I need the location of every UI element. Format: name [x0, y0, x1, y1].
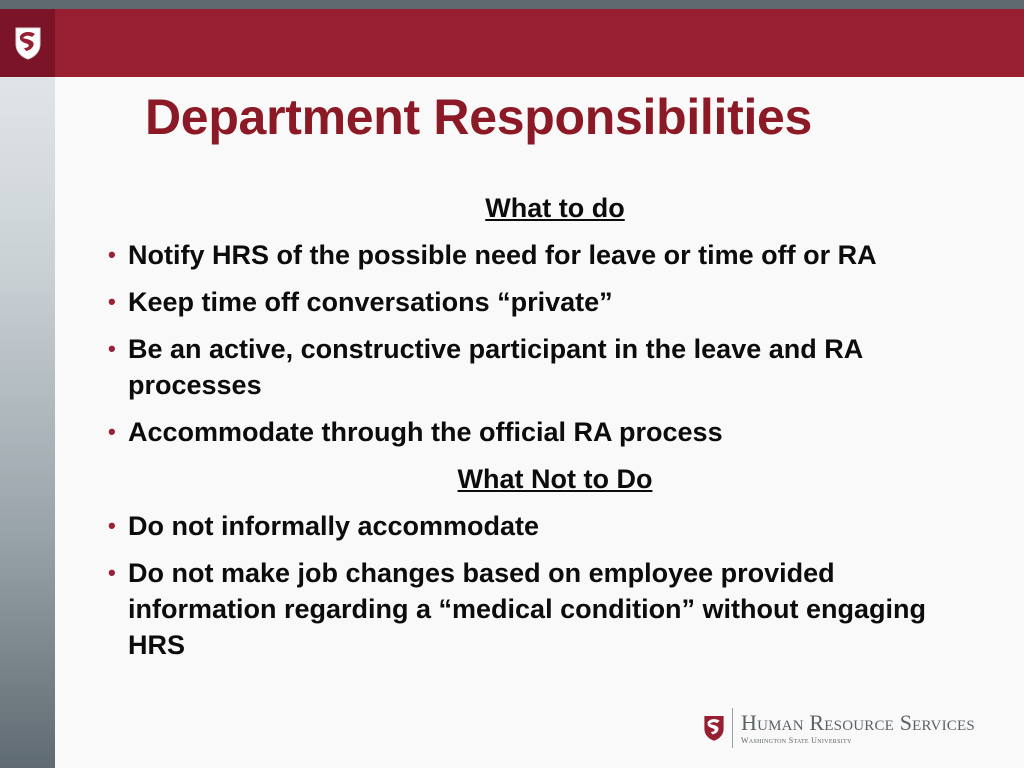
list-item [105, 508, 975, 544]
bullet-icon: • [108, 336, 116, 361]
footer-divider [732, 708, 733, 748]
left-gradient-rail [0, 9, 55, 768]
what-to-do-list [105, 237, 975, 450]
bullet-text: Notify HRS of the possible need for leave or time off or RA [128, 240, 877, 270]
header-band [55, 9, 1024, 77]
bullet-icon: • [108, 242, 116, 267]
bullet-text: Be an active, constructive participant in the leave and RA processes [128, 334, 863, 400]
slide-body [105, 190, 975, 674]
wsu-cougar-shield-icon [702, 713, 726, 743]
list-item [105, 237, 975, 273]
list-item [105, 414, 975, 450]
bullet-icon: • [108, 513, 116, 538]
bullet-icon: • [108, 560, 116, 585]
header-logo [0, 9, 55, 77]
bullet-icon: • [108, 419, 116, 444]
list-item [105, 555, 975, 663]
list-item [105, 284, 975, 320]
slide-title: Department Responsibilities [145, 89, 813, 145]
footer-text [741, 709, 975, 745]
bullet-text: Do not make job changes based on employee provided information regarding a “medical condition” without engaging HRS [128, 558, 927, 660]
bullet-text: Do not informally accommodate [128, 511, 540, 541]
footer-org-name: Human Resource Services [741, 709, 975, 735]
bullet-icon: • [108, 289, 116, 314]
footer-university: Washington State University [741, 735, 852, 745]
what-not-to-do-list [105, 508, 975, 663]
footer-logo [702, 706, 1002, 750]
wsu-cougar-shield-icon [13, 25, 43, 61]
what-not-to-do-heading: What Not to Do [457, 464, 653, 494]
top-strip [0, 0, 1024, 9]
list-item [105, 331, 975, 403]
bullet-text: Accommodate through the official RA process [128, 417, 723, 447]
bullet-text: Keep time off conversations “private” [128, 287, 613, 317]
what-to-do-heading: What to do [485, 193, 625, 223]
